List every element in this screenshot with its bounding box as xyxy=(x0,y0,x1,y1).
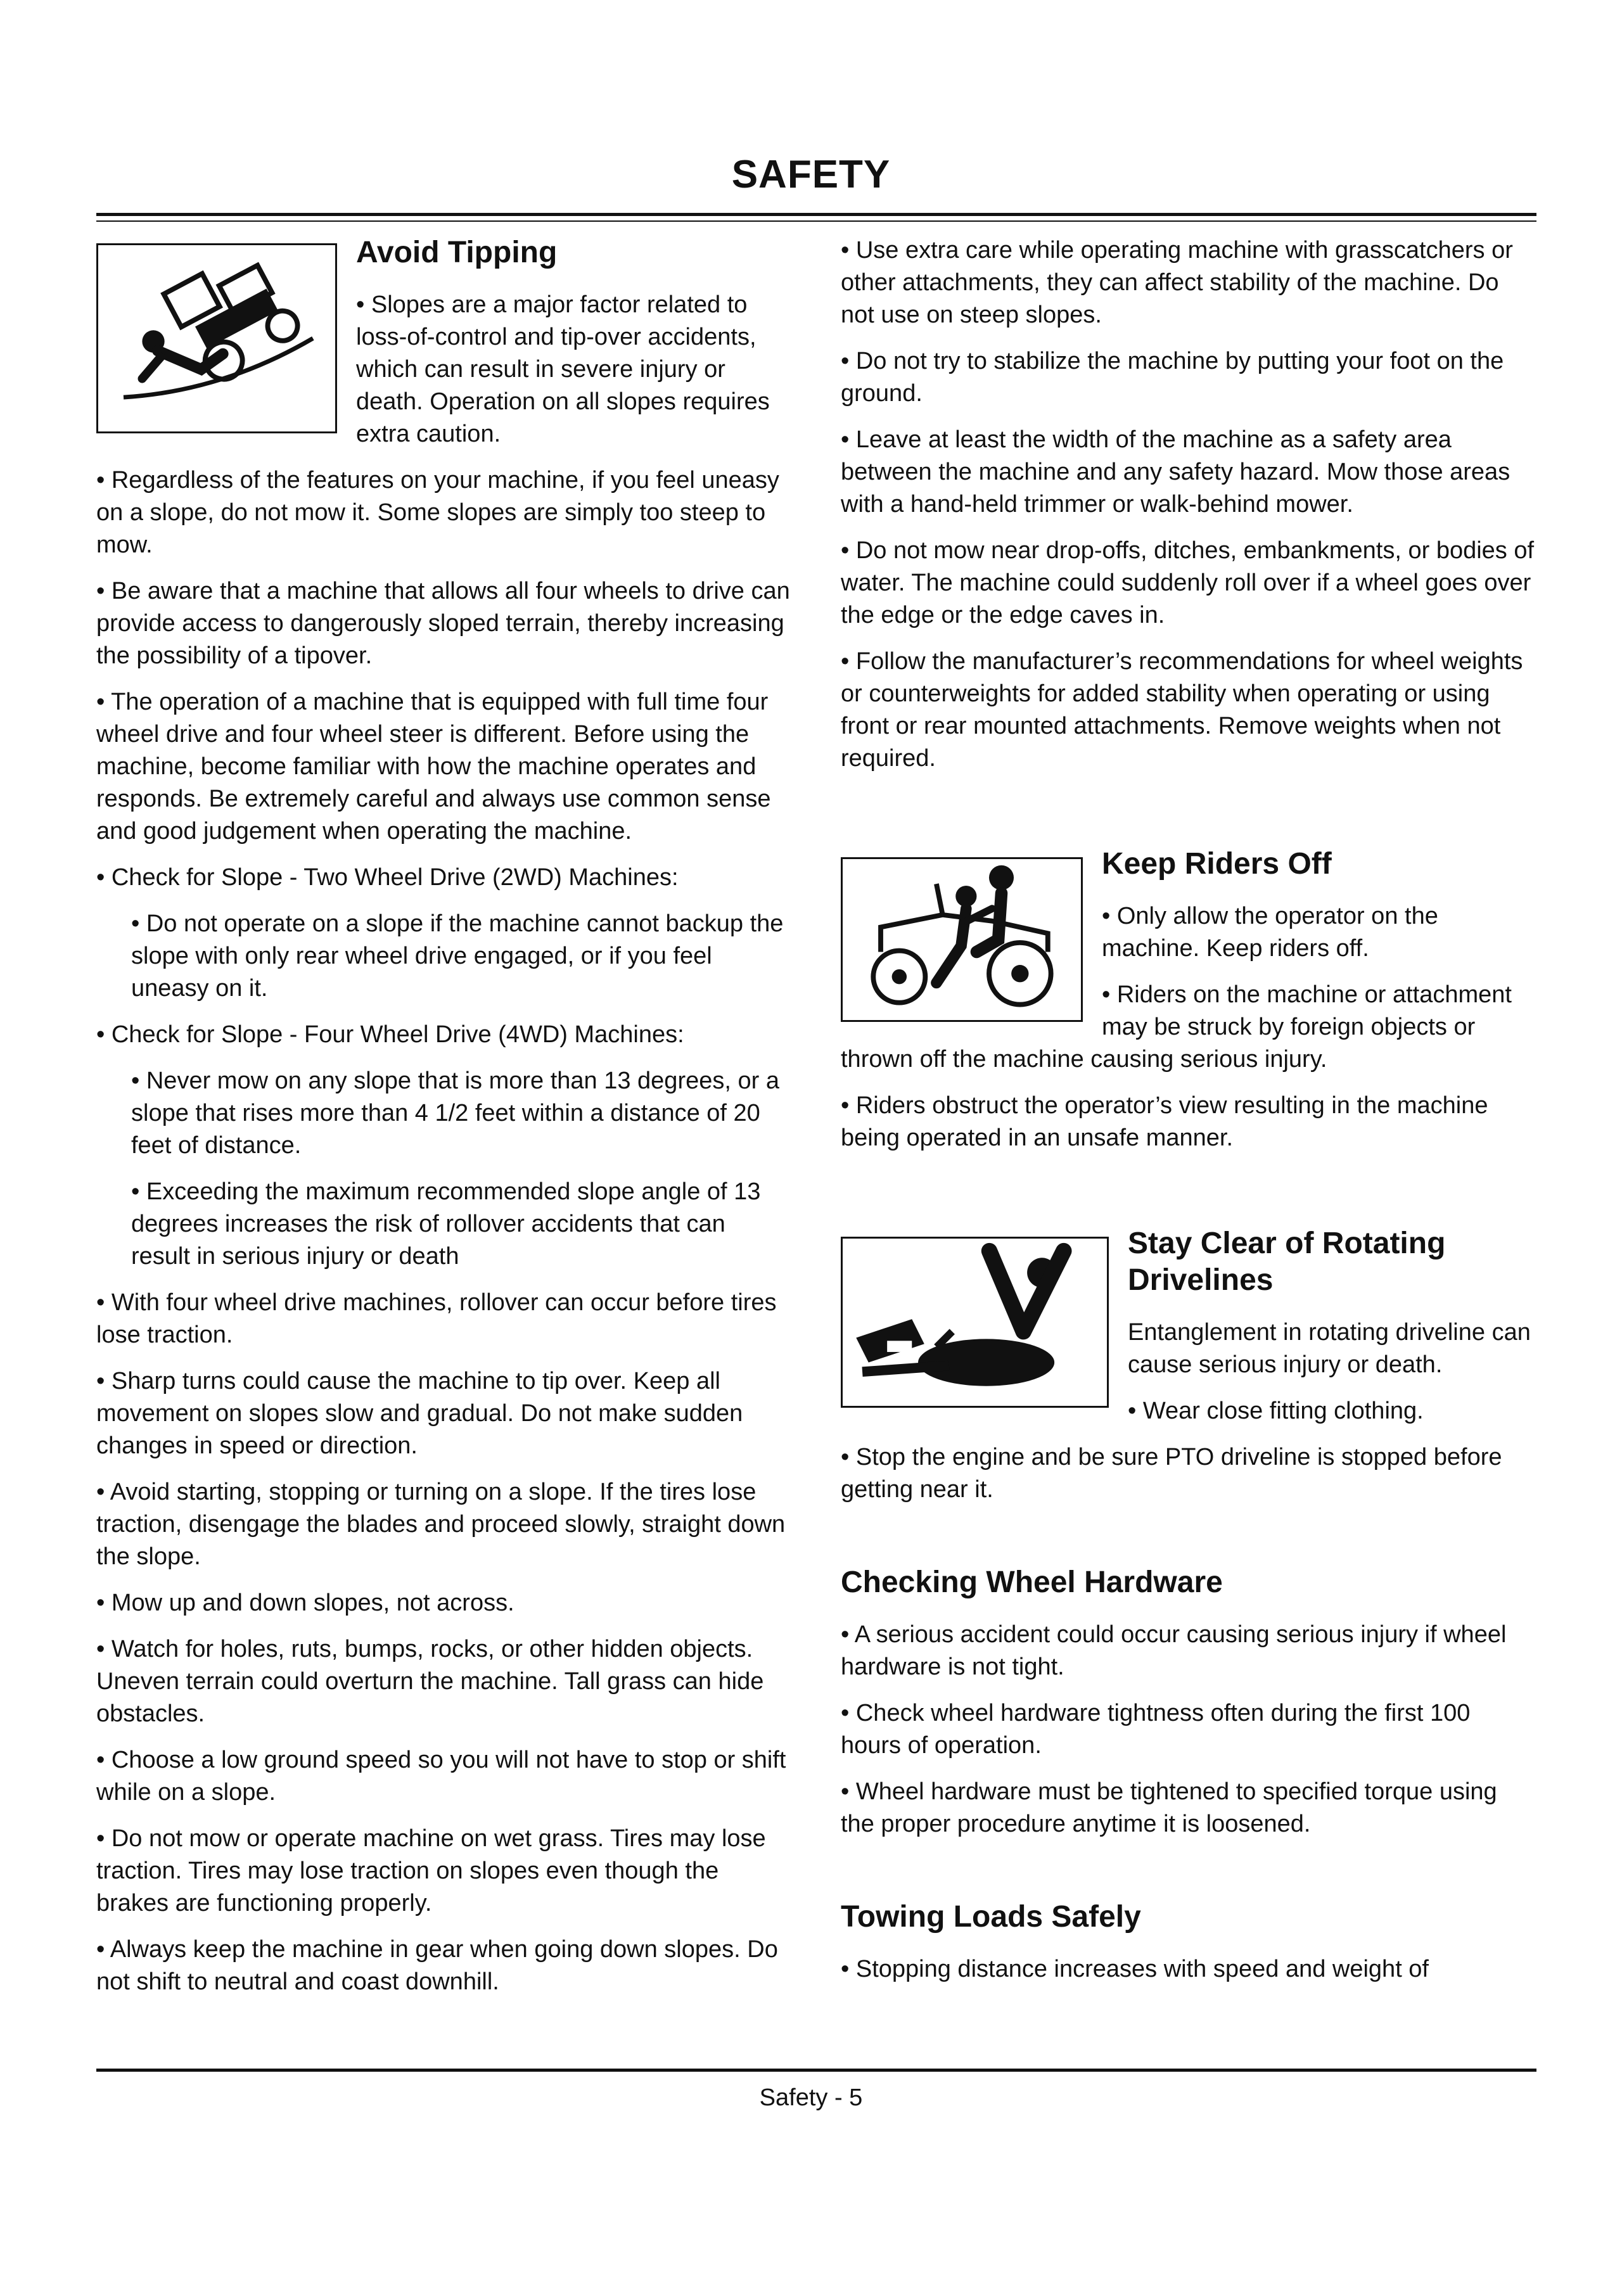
paragraph: • A serious accident could occur causing serious injury if wheel hardware is not tight. xyxy=(841,1621,1507,1680)
left-column xyxy=(96,234,790,2012)
paragraph: • Check for Slope - Four Wheel Drive (4WD) Machines: xyxy=(96,1021,684,1048)
section-heading-avoid-tipping: Avoid Tipping xyxy=(356,236,558,269)
sub-paragraph: • Never mow on any slope that is more than 13 degrees, or a slope that rises more than 4 1/2 feet within a distance of 20 feet of distance. xyxy=(131,1068,779,1159)
right-column xyxy=(841,234,1536,1986)
paragraph: Entanglement in rotating driveline can cause serious injury or death. xyxy=(1128,1319,1531,1378)
paragraph: • Stopping distance increases with speed and weight of xyxy=(841,1956,1429,1982)
section-heading-keep-riders-off: Keep Riders Off xyxy=(1102,847,1332,881)
paragraph: • Check wheel hardware tightness often during the first 100 hours of operation. xyxy=(841,1700,1471,1759)
section-heading-stay-clear: Stay Clear of Rotating Drivelines xyxy=(1128,1227,1446,1297)
paragraph: • Regardless of the features on your machine, if you feel uneasy on a slope, do not mow it. Some slopes are simply too steep to mow. xyxy=(96,467,779,558)
paragraph: • Always keep the machine in gear when going down slopes. Do not shift to neutral and coast downhill. xyxy=(96,1936,778,1995)
paragraph: • Avoid starting, stopping or turning on a slope. If the tires lose traction, disengage the blades and proceed slowly, straight down the slope. xyxy=(96,1479,786,1570)
paragraph: • Do not try to stabilize the machine by putting your foot on the ground. xyxy=(841,348,1504,407)
driveline-entanglement-icon xyxy=(841,1237,1109,1408)
paragraph: • Use extra care while operating machine with grasscatchers or other attachments, they can affect stability of the machine. Do not use on steep slopes. xyxy=(841,237,1513,328)
section-heading-towing: Towing Loads Safely xyxy=(841,1900,1141,1934)
paragraph: • Riders on the machine or attachment may be struck by foreign objects or thrown off the machine causing serious injury. xyxy=(841,981,1512,1073)
paragraph: • Do not mow or operate machine on wet grass. Tires may lose traction. Tires may lose traction on slopes even though the brakes are functioning properly. xyxy=(96,1825,766,1917)
paragraph: • Slopes are a major factor related to loss-of-control and tip-over accidents, which can result in severe injury or death. Operation on all slopes requires extra caution. xyxy=(356,291,770,447)
no-riders-icon xyxy=(841,857,1083,1022)
tipping-tractor-icon xyxy=(96,243,337,433)
paragraph: • Mow up and down slopes, not across. xyxy=(96,1590,514,1616)
page-title: SAFETY xyxy=(731,153,891,196)
paragraph: • Follow the manufacturer’s recommendations for wheel weights or counterweights for added stability when operating or using front or rear mounted attachments. Remove weights when not required. xyxy=(841,648,1523,772)
paragraph: • Wheel hardware must be tightened to specified torque using the proper procedure anytime it is loosened. xyxy=(841,1778,1497,1837)
paragraph: • Leave at least the width of the machine as a safety area between the machine and any safety hazard. Mow those areas with a hand-held trimmer or walk-behind mower. xyxy=(841,426,1510,518)
paragraph: • Sharp turns could cause the machine to tip over. Keep all movement on slopes slow and gradual. Do not make sudden changes in speed or direction. xyxy=(96,1368,743,1459)
paragraph: • Check for Slope - Two Wheel Drive (2WD) Machines: xyxy=(96,864,679,891)
sub-paragraph: • Do not operate on a slope if the machine cannot backup the slope with only rear wheel drive engaged, or if you feel uneasy on it. xyxy=(131,910,784,1002)
paragraph: • Riders obstruct the operator’s view resulting in the machine being operated in an unsafe manner. xyxy=(841,1092,1488,1151)
paragraph: • Do not mow near drop-offs, ditches, embankments, or bodies of water. The machine could suddenly roll over if a wheel goes over the edge or the edge caves in. xyxy=(841,537,1535,628)
sub-paragraph: • Exceeding the maximum recommended slope angle of 13 degrees increases the risk of rollover accidents that can result in serious injury or death xyxy=(131,1178,761,1270)
footer-rule xyxy=(96,2069,1536,2072)
paragraph: • Only allow the operator on the machine. Keep riders off. xyxy=(1102,903,1438,962)
section-heading-wheel-hardware: Checking Wheel Hardware xyxy=(841,1566,1223,1599)
paragraph: • Stop the engine and be sure PTO driveline is stopped before getting near it. xyxy=(841,1444,1502,1503)
page-footer: Safety - 5 xyxy=(759,2084,863,2111)
header-rule-thin xyxy=(96,220,1536,222)
paragraph: • The operation of a machine that is equipped with full time four wheel drive and four wheel steer is different. Before using the machine, become familiar with how the machine operates and responds. Be extremely careful and always use common sense and good judgement when operating the machine. xyxy=(96,689,771,845)
paragraph: • Wear close fitting clothing. xyxy=(1128,1398,1424,1424)
paragraph: • Be aware that a machine that allows all four wheels to drive can provide access to dangerously sloped terrain, thereby increasing the possibility of a tipover. xyxy=(96,578,790,669)
paragraph: • Watch for holes, ruts, bumps, rocks, or other hidden objects. Uneven terrain could overturn the machine. Tall grass can hide obstacles. xyxy=(96,1636,764,1727)
paragraph: • Choose a low ground speed so you will not have to stop or shift while on a slope. xyxy=(96,1747,786,1806)
paragraph: • With four wheel drive machines, rollover can occur before tires lose traction. xyxy=(96,1289,777,1348)
header-rule xyxy=(96,213,1536,216)
